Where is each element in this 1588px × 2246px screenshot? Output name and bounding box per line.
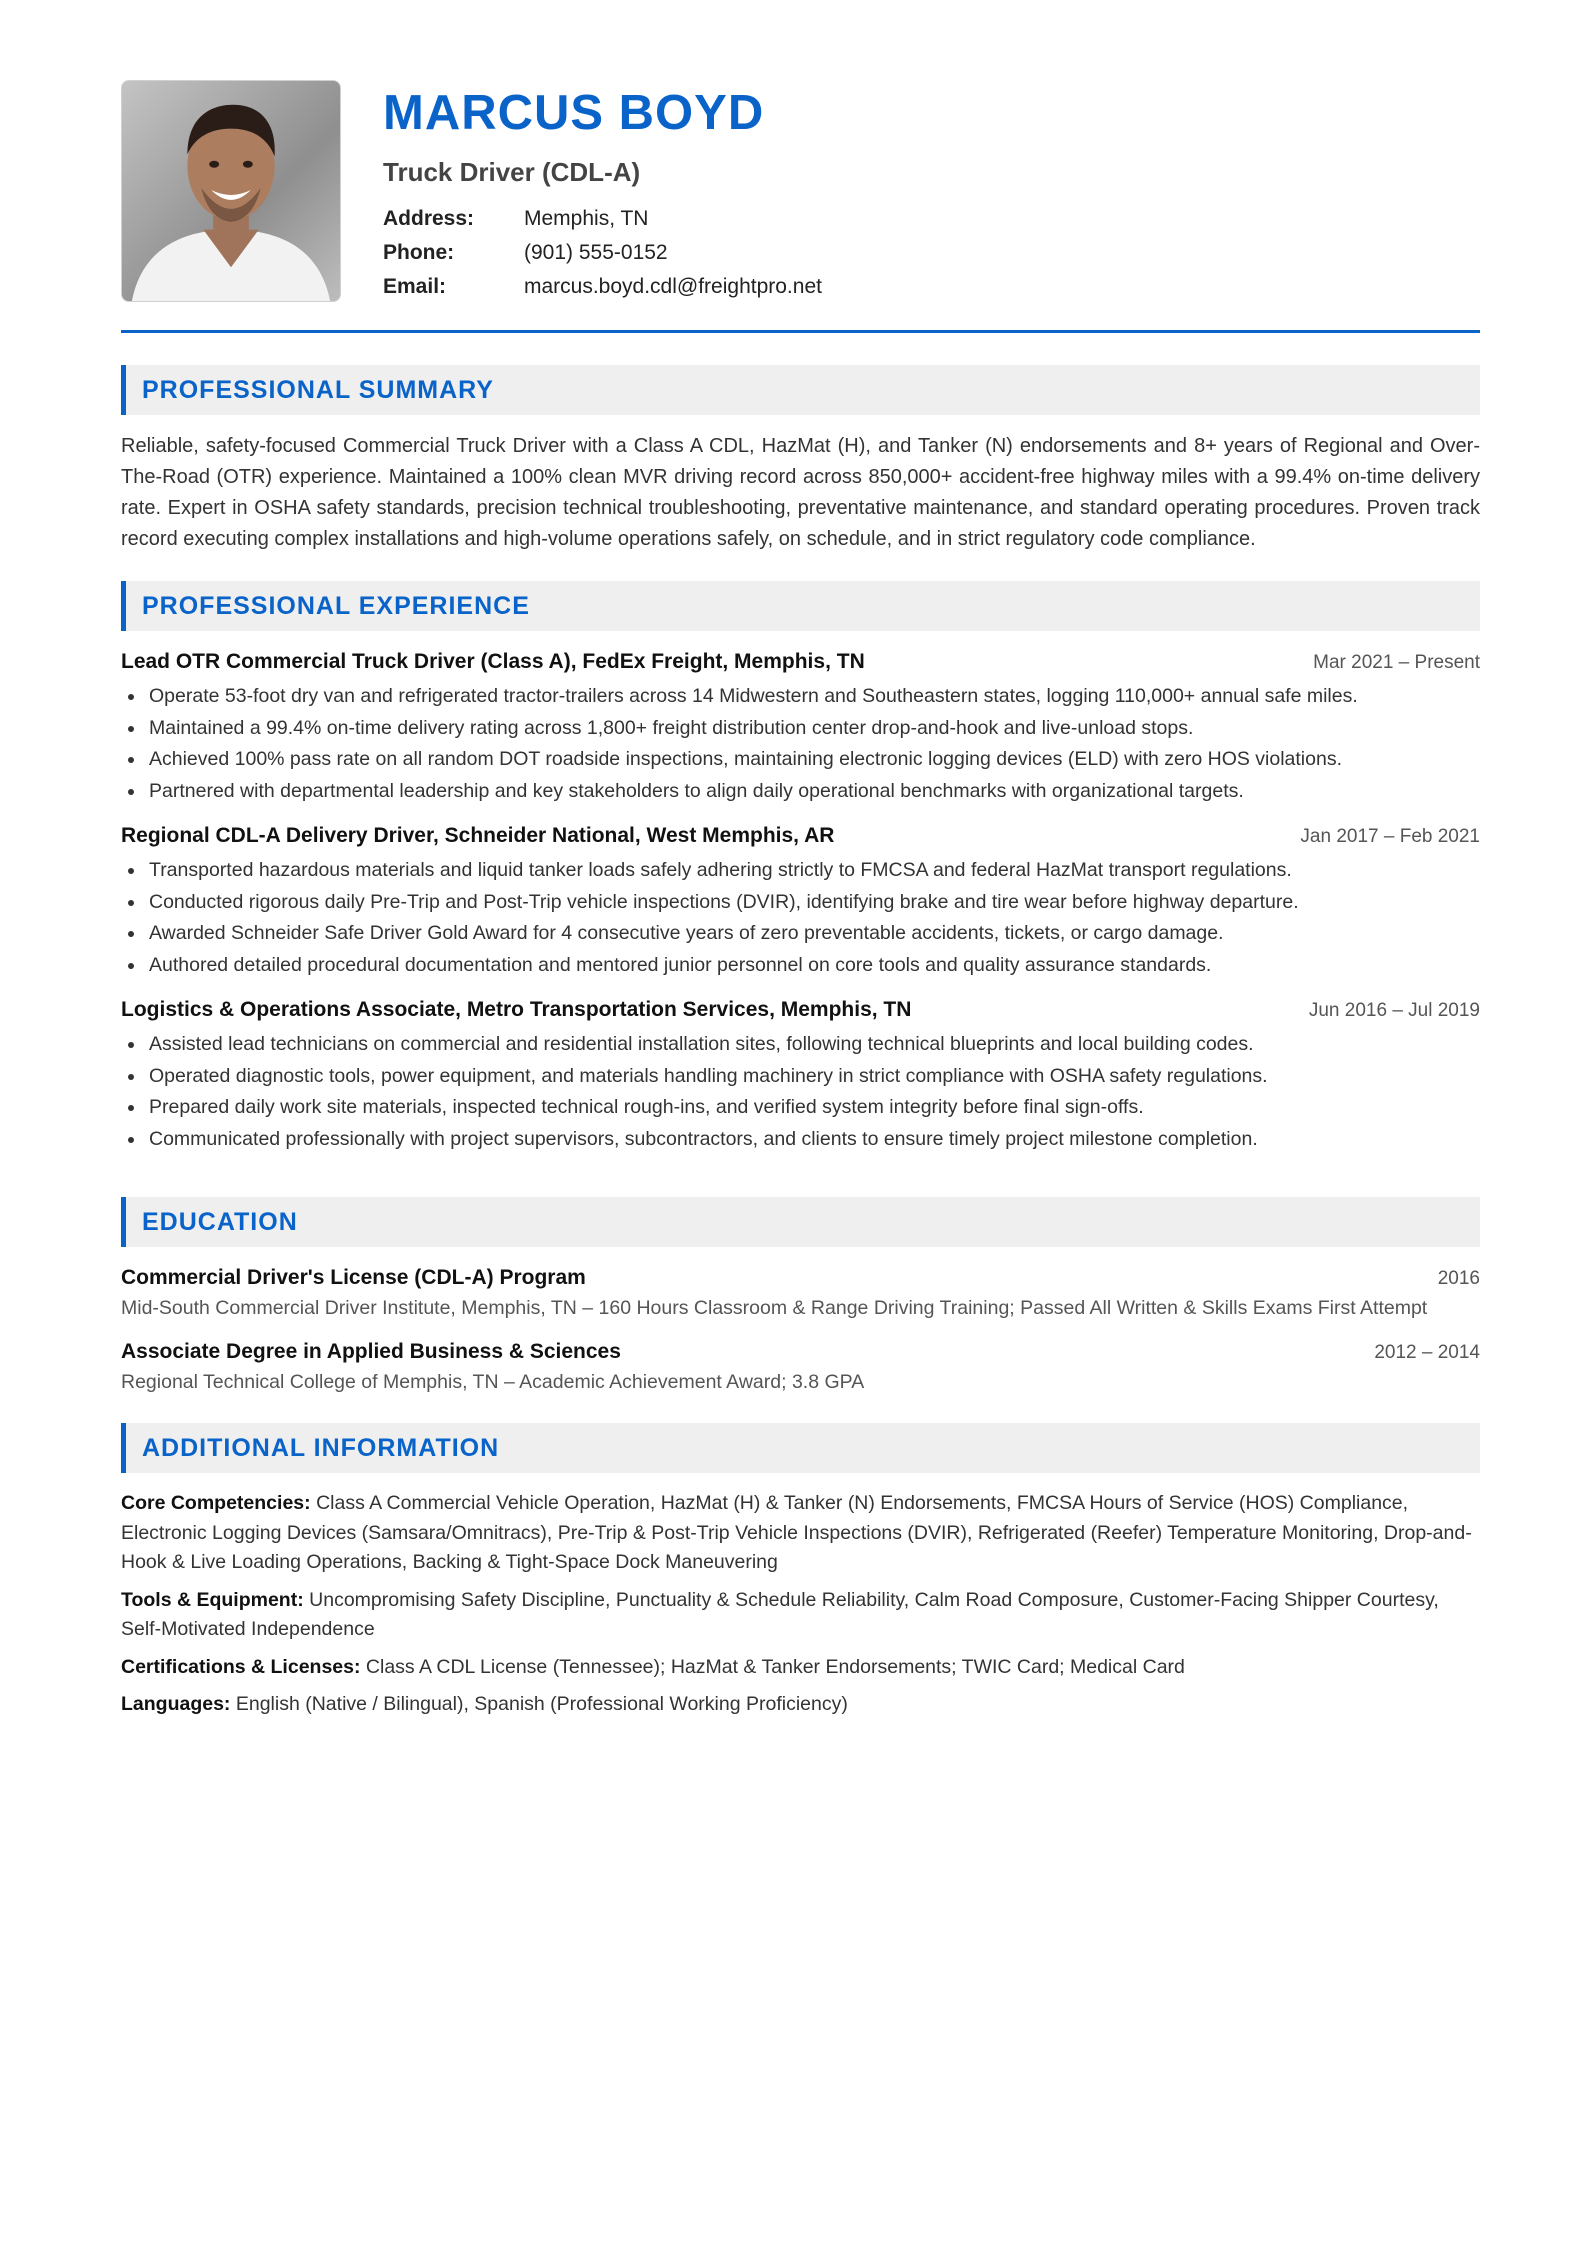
section-header <box>121 365 1480 415</box>
experience-section <box>121 581 1480 1155</box>
bullet-item: Achieved 100% pass rate on all random DOT roadside inspections, maintaining electronic logging devices (ELD) with zero HOS violations. <box>121 744 1480 776</box>
job-title: Regional CDL-A Delivery Driver, Schneider National, West Memphis, AR <box>121 824 835 847</box>
contact-row-address <box>383 202 822 236</box>
education-detail: Regional Technical College of Memphis, TN – Academic Achievement Award; 3.8 GPA <box>121 1371 865 1393</box>
additional-row-tools <box>121 1586 1480 1645</box>
bullet-item: Transported hazardous materials and liquid tanker loads safely adhering strictly to FMCSA and federal HazMat transport regulations. <box>121 855 1480 887</box>
resume-header <box>121 80 1480 304</box>
additional-section <box>121 1423 1480 1720</box>
section-header <box>121 1197 1480 1247</box>
education-date: 2012 – 2014 <box>1374 1342 1480 1363</box>
section-title: PROFESSIONAL SUMMARY <box>142 375 494 404</box>
summary-text: Reliable, safety-focused Commercial Truck Driver with a Class A CDL, HazMat (H), and Tanker (N) endorsements and 8+ years of Regional and Over-The-Road (OTR) experience. Maintained a 100% clean MVR driving record across 850,000+ accident-free highway miles with a 99.4% on-time delivery rate. Expert in OSHA safety standards, precision technical troubleshooting, preventative maintenance, and standard operating procedures. Proven track record executing complex installations and high-volume operations safely, on schedule, and in strict regulatory code compliance. <box>121 435 1480 550</box>
additional-label: Core Competencies: <box>121 1492 311 1514</box>
section-title: ADDITIONAL INFORMATION <box>142 1433 500 1462</box>
education-detail: Mid-South Commercial Driver Institute, Memphis, TN – 160 Hours Classroom & Range Driving Training; Passed All Written & Skills Exams First Attempt <box>121 1297 1428 1319</box>
job-date: Jan 2017 – Feb 2021 <box>1300 826 1480 847</box>
bullet-item: Authored detailed procedural documentation and mentored junior personnel on core tools and quality assurance standards. <box>121 950 1480 982</box>
job-bullets <box>121 1029 1480 1155</box>
education-section <box>121 1197 1480 1397</box>
additional-value: English (Native / Bilingual), Spanish (Professional Working Proficiency) <box>235 1693 848 1715</box>
contact-row-email <box>383 270 822 304</box>
profile-photo <box>121 80 341 302</box>
header-info <box>383 80 822 304</box>
contact-label: Phone: <box>383 241 455 264</box>
bullet-item: Conducted rigorous daily Pre-Trip and Post-Trip vehicle inspections (DVIR), identifying brake and tire wear before highway departure. <box>121 887 1480 919</box>
additional-label: Certifications & Licenses: <box>121 1655 361 1678</box>
contact-row-phone <box>383 236 822 270</box>
bullet-item: Operated diagnostic tools, power equipment, and materials handling machinery in strict compliance with OSHA safety regulations. <box>121 1061 1480 1093</box>
education-title: Commercial Driver's License (CDL-A) Program <box>121 1266 586 1289</box>
education-entry <box>121 1263 1480 1323</box>
job-entry <box>121 995 1480 1155</box>
section-title: PROFESSIONAL EXPERIENCE <box>142 591 530 620</box>
section-header <box>121 1423 1480 1473</box>
candidate-name: MARCUS BOYD <box>383 86 765 140</box>
additional-value: Class A Commercial Vehicle Operation, HazMat (H) & Tanker (N) Endorsements, FMCSA Hours of Service (HOS) Compliance, Electronic Logging Devices (Samsara/Omnitracs), Pre-Trip & Post-Trip Vehicle Inspections (DVIR), Refrigerated (Reefer) Temperature Monitoring, Drop-and-Hook & Live Loading Operations, Backing & Tight-Space Dock Maneuvering <box>121 1492 1472 1573</box>
email-value: marcus.boyd.cdl@freightpro.net <box>524 275 822 298</box>
job-title-heading: Truck Driver (CDL-A) <box>383 157 641 187</box>
job-entry <box>121 821 1480 981</box>
education-date: 2016 <box>1437 1268 1480 1289</box>
education-header <box>121 1337 1480 1367</box>
additional-list <box>121 1489 1480 1720</box>
job-date: Jun 2016 – Jul 2019 <box>1308 1000 1480 1021</box>
job-header <box>121 821 1480 851</box>
job-title: Logistics & Operations Associate, Metro Transportation Services, Memphis, TN <box>121 998 912 1021</box>
bullet-item: Partnered with departmental leadership and key stakeholders to align daily operational benchmarks with organizational targets. <box>121 776 1480 808</box>
job-entry <box>121 647 1480 807</box>
address-value: Memphis, TN <box>524 207 649 230</box>
bullet-item: Awarded Schneider Safe Driver Gold Award for 4 consecutive years of zero preventable accidents, tickets, or cargo damage. <box>121 918 1480 950</box>
additional-label: Languages: <box>121 1693 231 1715</box>
job-header <box>121 995 1480 1025</box>
bullet-item: Operate 53-foot dry van and refrigerated tractor-trailers across 14 Midwestern and Southeastern states, logging 110,000+ annual safe miles. <box>121 681 1480 713</box>
additional-label: Tools & Equipment: <box>121 1588 304 1611</box>
bullet-item: Maintained a 99.4% on-time delivery rating across 1,800+ freight distribution center drop-and-hook and live-unload stops. <box>121 713 1480 745</box>
job-date: Mar 2021 – Present <box>1313 652 1480 673</box>
contact-label: Address: <box>383 207 475 230</box>
bullet-item: Assisted lead technicians on commercial and residential installation sites, following technical blueprints and local building codes. <box>121 1029 1480 1061</box>
contact-details <box>383 202 822 304</box>
section-header <box>121 581 1480 631</box>
section-title: EDUCATION <box>142 1207 298 1236</box>
job-header <box>121 647 1480 677</box>
header-divider <box>121 330 1480 333</box>
bullet-item: Communicated professionally with project supervisors, subcontractors, and clients to ensure timely project milestone completion. <box>121 1124 1480 1156</box>
additional-value: Uncompromising Safety Discipline, Punctuality & Schedule Reliability, Calm Road Composure, Customer-Facing Shipper Courtesy, Self-Motivated Independence <box>121 1588 1439 1640</box>
bullet-item: Prepared daily work site materials, inspected technical rough-ins, and verified system integrity before final sign-offs. <box>121 1092 1480 1124</box>
education-title: Associate Degree in Applied Business & Sciences <box>121 1340 621 1363</box>
additional-row-certifications <box>121 1653 1480 1683</box>
contact-label: Email: <box>383 275 447 298</box>
additional-row-competencies <box>121 1489 1480 1578</box>
job-bullets <box>121 855 1480 981</box>
education-entry <box>121 1337 1480 1397</box>
additional-value: Class A CDL License (Tennessee); HazMat & Tanker Endorsements; TWIC Card; Medical Card <box>365 1655 1185 1678</box>
summary-section <box>121 365 1480 555</box>
education-header <box>121 1263 1480 1293</box>
job-title: Lead OTR Commercial Truck Driver (Class A), FedEx Freight, Memphis, TN <box>121 650 865 673</box>
additional-row-languages <box>121 1690 1480 1720</box>
phone-value: (901) 555-0152 <box>524 241 668 264</box>
job-bullets <box>121 681 1480 807</box>
